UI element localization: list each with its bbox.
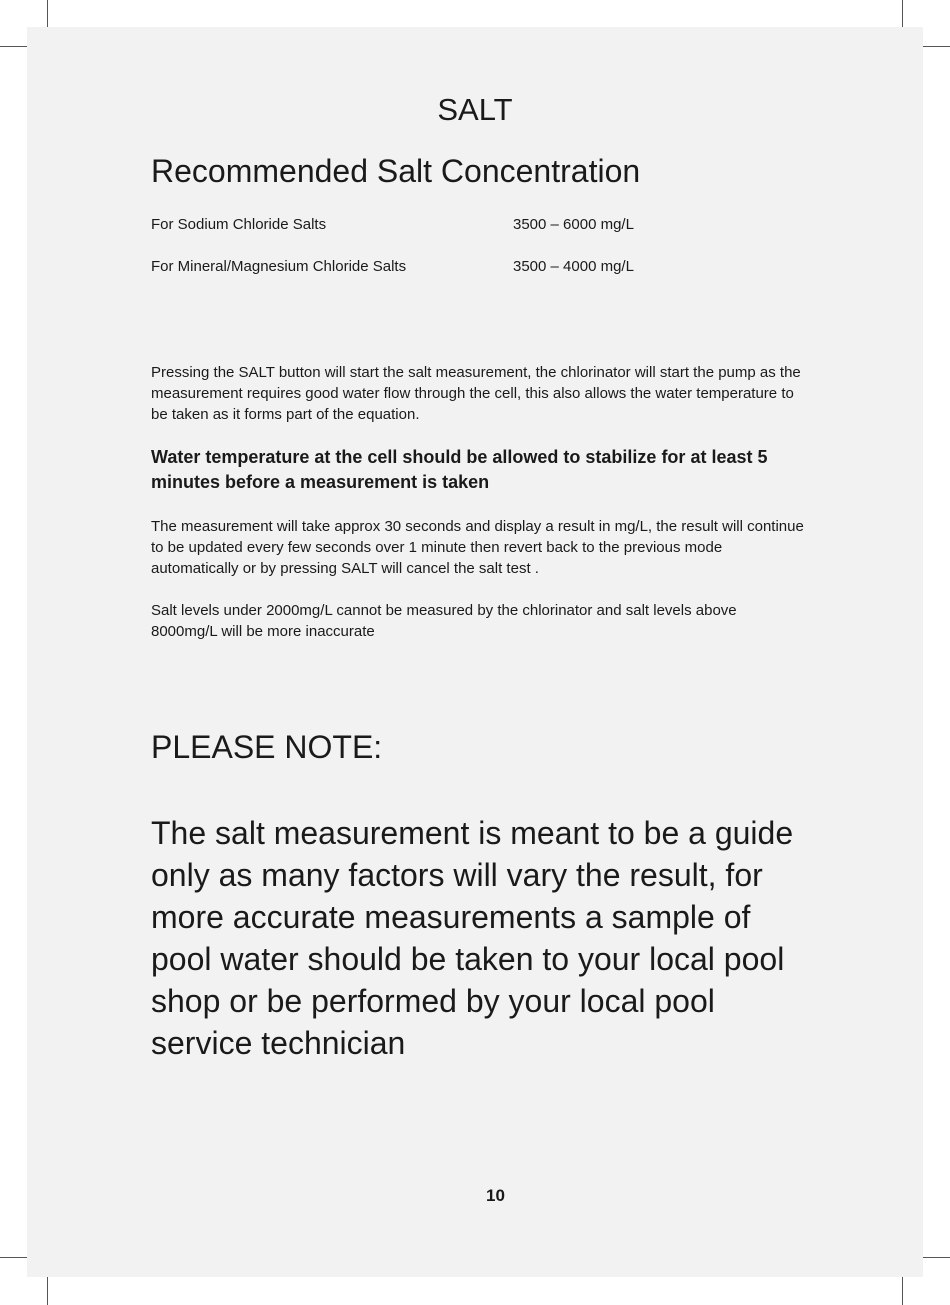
salt-levels-paragraph: Salt levels under 2000mg/L cannot be measured by the chlorinator and salt levels above 8000mg/L will be more inaccurate (151, 602, 737, 640)
salt-type-label: For Sodium Chloride Salts (151, 216, 327, 233)
salt-button-paragraph: Pressing the SALT button will start the salt measurement, the chlorinator will start the pump as the measurement requires good water flow through the cell, this also allows the water temperature to be taken as it forms part of the equation. (151, 364, 801, 423)
page-title: SALT (437, 92, 513, 127)
page-number: 10 (486, 1186, 505, 1205)
note-heading: PLEASE NOTE: (151, 729, 383, 765)
section-heading: Recommended Salt Concentration (151, 153, 641, 189)
temperature-warning: Water temperature at the cell should be allowed to stabilize for at least 5 minutes before a measurement is taken (151, 447, 768, 492)
note-body: The salt measurement is meant to be a guide only as many factors will vary the result, for more accurate measurements a sample of pool water should be taken to your local pool shop or be performed by your local pool service technician (151, 815, 794, 1061)
salt-range-value: 3500 – 4000 mg/L (513, 258, 634, 275)
document-page (27, 27, 923, 1277)
salt-range-value: 3500 – 6000 mg/L (513, 216, 634, 233)
measurement-paragraph: The measurement will take approx 30 seconds and display a result in mg/L, the result will continue to be updated every few seconds over 1 minute then revert back to the previous mode automatically or by pressing SALT will cancel the salt test . (151, 518, 804, 577)
salt-type-label: For Mineral/Magnesium Chloride Salts (151, 258, 407, 275)
